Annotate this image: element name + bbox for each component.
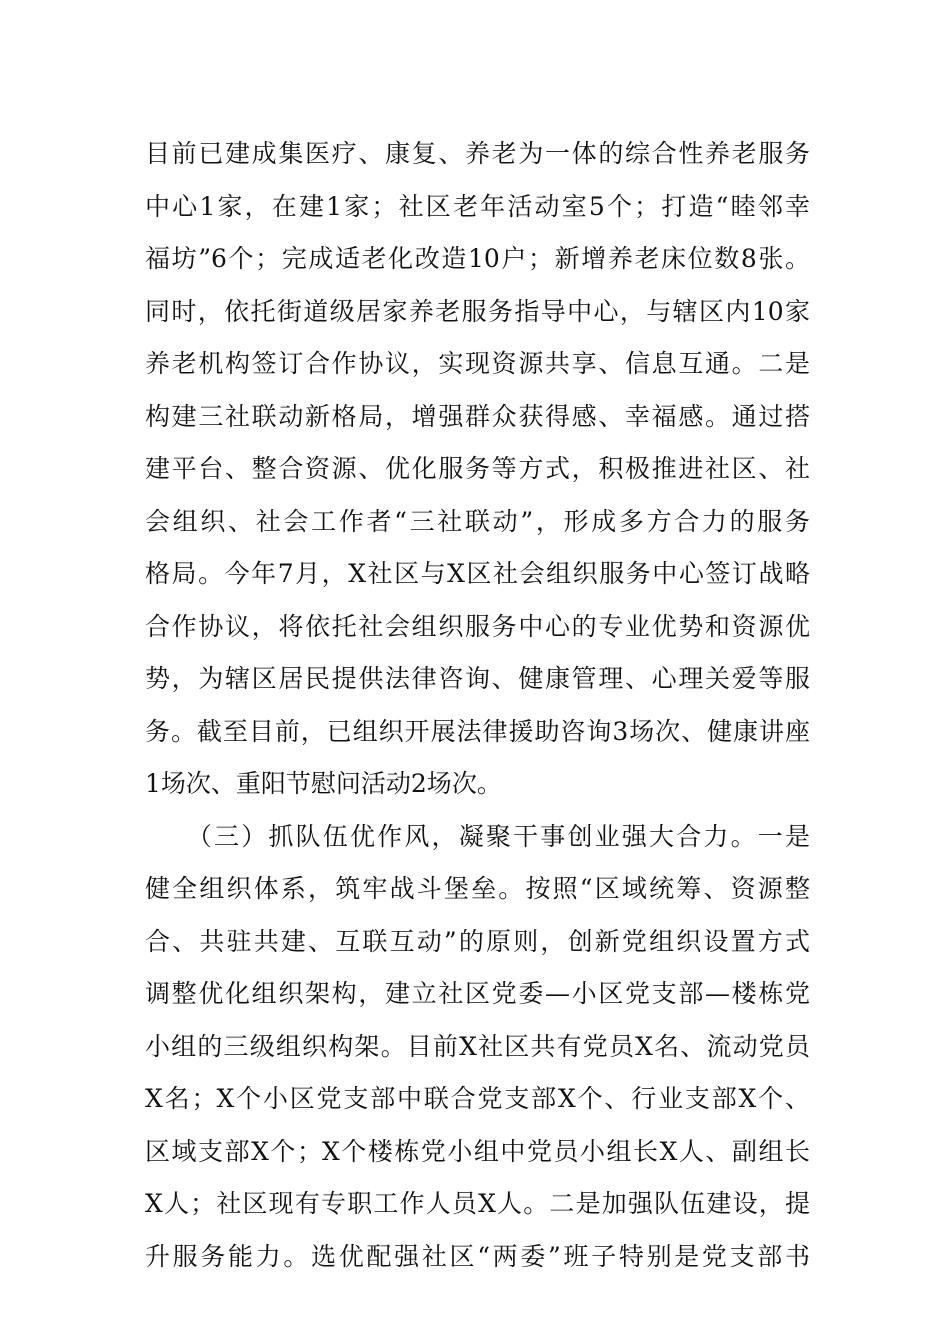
text-line: （三）抓队伍优作风，凝聚干事创业强大合力。一是 bbox=[145, 821, 810, 851]
text-line: 会组织、社会工作者“三社联动”，形成多方合力的服务 bbox=[145, 506, 810, 536]
text-line: 升服务能力。选优配强社区“两委”班子特别是党支部书 bbox=[145, 1241, 810, 1271]
text-line: 福坊”6个；完成适老化改造10户；新增养老床位数8张。 bbox=[145, 244, 810, 273]
text-line: X人；社区现有专职工作人员X人。二是加强队伍建设，提 bbox=[145, 1189, 810, 1218]
text-line: 健全组织体系，筑牢战斗堡垒。按照“区域统筹、资源整 bbox=[145, 874, 810, 903]
text-line: 1场次、重阳节慰问活动2场次。 bbox=[145, 769, 502, 798]
text-line: 务。截至目前，已组织开展法律援助咨询3场次、健康讲座 bbox=[145, 716, 810, 746]
text-line: 同时，依托街道级居家养老服务指导中心，与辖区内10家 bbox=[145, 296, 810, 326]
text-line: 目前已建成集医疗、康复、养老为一体的综合性养老服务 bbox=[145, 139, 810, 168]
text-line: 构建三社联动新格局，增强群众获得感、幸福感。通过搭 bbox=[145, 401, 810, 431]
text-line: 合作协议，将依托社会组织服务中心的专业优势和资源优 bbox=[145, 611, 810, 641]
text-line: 中心1家，在建1家；社区老年活动室5个；打造“睦邻幸 bbox=[145, 191, 810, 221]
text-line: 合、共驻共建、互联互动”的原则，创新党组织设置方式 bbox=[145, 926, 810, 956]
text-line: 建平台、整合资源、优化服务等方式，积极推进社区、社 bbox=[145, 454, 810, 483]
text-line: 调整优化组织架构，建立社区党委—小区党支部—楼栋党 bbox=[145, 979, 810, 1008]
text-line: 势，为辖区居民提供法律咨询、健康管理、心理关爱等服 bbox=[145, 664, 810, 693]
text-line: 区域支部X个；X个楼栋党小组中党员小组长X人、副组长 bbox=[145, 1136, 810, 1166]
text-line: 养老机构签订合作协议，实现资源共享、信息互通。二是 bbox=[145, 349, 810, 378]
text-line: 小组的三级组织构架。目前X社区共有党员X名、流动党员 bbox=[145, 1031, 810, 1061]
text-line: 格局。今年7月，X社区与X区社会组织服务中心签订战略 bbox=[145, 559, 810, 588]
text-line: X名；X个小区党支部中联合党支部X个、行业支部X个、 bbox=[145, 1084, 810, 1113]
body-text bbox=[145, 128, 810, 1283]
